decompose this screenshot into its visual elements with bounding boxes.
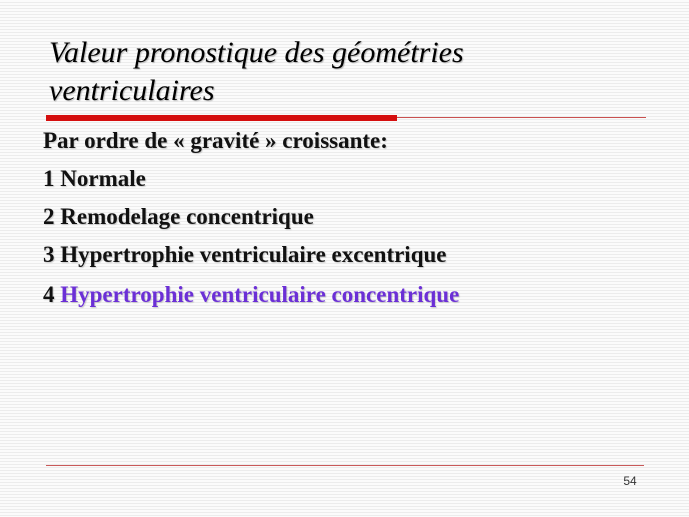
slide-body — [43, 125, 673, 317]
list-item-remodelage-concentrique: 2 Remodelage concentrique — [43, 204, 314, 229]
list-item-normale: 1 Normale — [43, 166, 146, 191]
highlighted-text: Hypertrophie ventriculaire concentrique — [60, 282, 460, 307]
slide-title-line-2: ventriculaires — [49, 74, 215, 107]
slide-title-line-1: Valeur pronostique des géométries — [49, 36, 464, 69]
title-underline-accent — [46, 115, 397, 121]
list-item-hypertrophie-concentrique — [43, 279, 673, 317]
footer-divider — [46, 465, 644, 466]
page-number: 54 — [623, 474, 637, 488]
slide-title — [49, 34, 649, 110]
intro-line: Par ordre de « gravité » croissante: — [43, 128, 388, 153]
list-item-number: 4 — [43, 282, 61, 307]
list-item-hypertrophie-excentrique: 3 Hypertrophie ventriculaire excentrique — [43, 242, 447, 267]
